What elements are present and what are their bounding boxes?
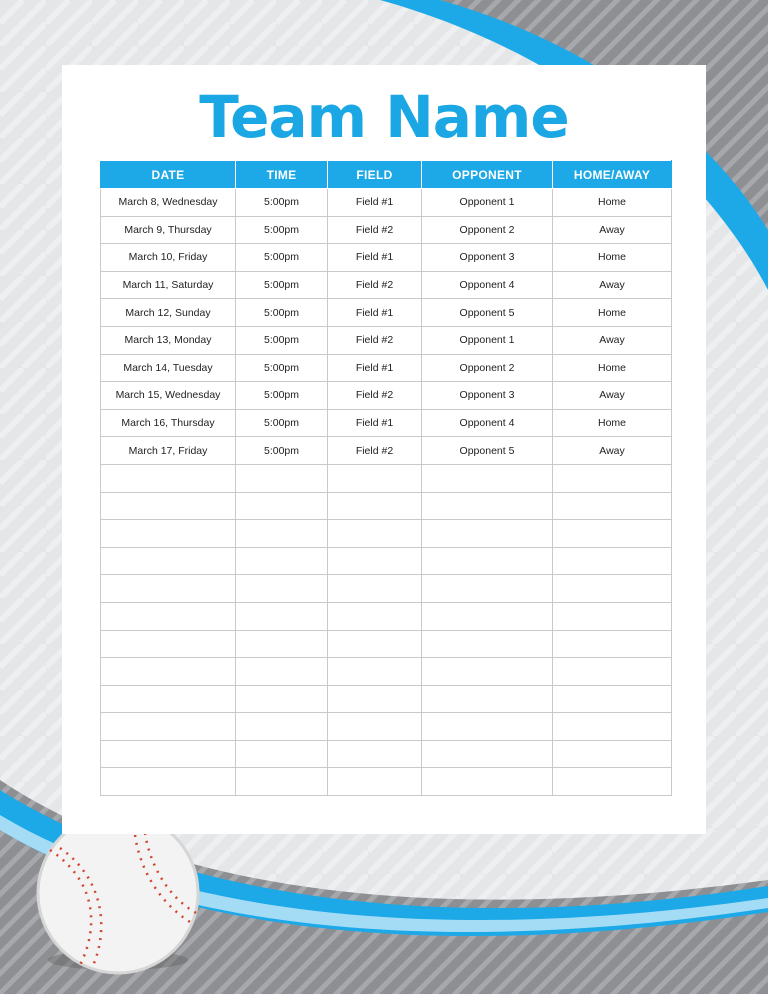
cell-home-away: Away [553, 382, 672, 410]
cell-date: March 9, Thursday [101, 216, 236, 244]
cell-opponent [422, 464, 553, 492]
cell-opponent: Opponent 4 [422, 271, 553, 299]
cell-field: Field #2 [328, 382, 422, 410]
cell-opponent: Opponent 1 [422, 189, 553, 217]
cell-time [236, 547, 328, 575]
cell-field [328, 685, 422, 713]
cell-time [236, 740, 328, 768]
cell-time [236, 520, 328, 548]
table-row [101, 244, 672, 272]
cell-field [328, 602, 422, 630]
cell-opponent [422, 575, 553, 603]
cell-time: 5:00pm [236, 382, 328, 410]
cell-home-away: Home [553, 354, 672, 382]
table-row [101, 437, 672, 465]
header-home-away: HOME/AWAY [553, 161, 672, 189]
table-row [101, 382, 672, 410]
cell-home-away [553, 520, 672, 548]
cell-opponent: Opponent 4 [422, 409, 553, 437]
cell-field [328, 740, 422, 768]
cell-time: 5:00pm [236, 299, 328, 327]
baseball-icon [38, 813, 198, 973]
cell-field: Field #2 [328, 216, 422, 244]
cell-field: Field #2 [328, 437, 422, 465]
table-row [101, 271, 672, 299]
cell-opponent [422, 768, 553, 796]
cell-opponent: Opponent 1 [422, 326, 553, 354]
cell-date [101, 768, 236, 796]
cell-home-away [553, 685, 672, 713]
cell-opponent: Opponent 2 [422, 354, 553, 382]
empty-table-row [101, 520, 672, 548]
cell-home-away [553, 492, 672, 520]
cell-opponent [422, 520, 553, 548]
cell-home-away [553, 740, 672, 768]
cell-date [101, 685, 236, 713]
cell-time [236, 630, 328, 658]
cell-opponent [422, 547, 553, 575]
empty-table-row [101, 685, 672, 713]
cell-home-away: Away [553, 326, 672, 354]
header-opponent: OPPONENT [422, 161, 553, 189]
cell-time [236, 575, 328, 603]
cell-date [101, 713, 236, 741]
cell-time [236, 658, 328, 686]
cell-field [328, 575, 422, 603]
cell-home-away [553, 464, 672, 492]
header-date: DATE [101, 161, 236, 189]
cell-date: March 13, Monday [101, 326, 236, 354]
cell-date [101, 658, 236, 686]
table-row [101, 299, 672, 327]
cell-date [101, 520, 236, 548]
empty-table-row [101, 740, 672, 768]
empty-table-row [101, 602, 672, 630]
cell-date [101, 602, 236, 630]
table-row [101, 189, 672, 217]
cell-home-away: Home [553, 189, 672, 217]
cell-home-away: Home [553, 299, 672, 327]
cell-time [236, 464, 328, 492]
cell-field [328, 492, 422, 520]
cell-home-away [553, 713, 672, 741]
empty-table-row [101, 658, 672, 686]
cell-field: Field #1 [328, 244, 422, 272]
cell-time: 5:00pm [236, 271, 328, 299]
cell-opponent [422, 740, 553, 768]
cell-date: March 11, Saturday [101, 271, 236, 299]
empty-table-row [101, 464, 672, 492]
table-body [101, 189, 672, 796]
cell-opponent: Opponent 5 [422, 437, 553, 465]
cell-date [101, 547, 236, 575]
cell-opponent: Opponent 2 [422, 216, 553, 244]
empty-table-row [101, 713, 672, 741]
cell-date: March 14, Tuesday [101, 354, 236, 382]
cell-date [101, 492, 236, 520]
cell-time: 5:00pm [236, 326, 328, 354]
empty-table-row [101, 547, 672, 575]
empty-table-row [101, 575, 672, 603]
cell-field: Field #1 [328, 354, 422, 382]
cell-field [328, 658, 422, 686]
cell-date: March 10, Friday [101, 244, 236, 272]
cell-time [236, 602, 328, 630]
cell-date [101, 464, 236, 492]
empty-table-row [101, 768, 672, 796]
cell-time: 5:00pm [236, 437, 328, 465]
cell-date [101, 630, 236, 658]
table-header-row [101, 161, 672, 189]
cell-time: 5:00pm [236, 354, 328, 382]
cell-opponent [422, 685, 553, 713]
cell-time: 5:00pm [236, 216, 328, 244]
cell-time [236, 492, 328, 520]
header-time: TIME [236, 161, 328, 189]
cell-date: March 8, Wednesday [101, 189, 236, 217]
cell-date [101, 575, 236, 603]
cell-date: March 16, Thursday [101, 409, 236, 437]
cell-time: 5:00pm [236, 244, 328, 272]
cell-field: Field #1 [328, 189, 422, 217]
cell-field [328, 547, 422, 575]
cell-opponent [422, 602, 553, 630]
cell-time: 5:00pm [236, 189, 328, 217]
cell-home-away [553, 602, 672, 630]
cell-home-away [553, 547, 672, 575]
cell-field: Field #2 [328, 326, 422, 354]
cell-date: March 15, Wednesday [101, 382, 236, 410]
table-row [101, 409, 672, 437]
cell-field: Field #1 [328, 409, 422, 437]
cell-home-away: Away [553, 437, 672, 465]
cell-field [328, 713, 422, 741]
cell-home-away: Home [553, 244, 672, 272]
cell-date: March 17, Friday [101, 437, 236, 465]
cell-opponent: Opponent 3 [422, 382, 553, 410]
cell-home-away: Away [553, 216, 672, 244]
header-field: FIELD [328, 161, 422, 189]
cell-opponent [422, 630, 553, 658]
table-row [101, 326, 672, 354]
empty-table-row [101, 630, 672, 658]
cell-field [328, 630, 422, 658]
cell-opponent: Opponent 5 [422, 299, 553, 327]
cell-time [236, 685, 328, 713]
cell-home-away [553, 630, 672, 658]
cell-field [328, 768, 422, 796]
cell-home-away [553, 575, 672, 603]
cell-time: 5:00pm [236, 409, 328, 437]
cell-home-away [553, 768, 672, 796]
cell-time [236, 713, 328, 741]
cell-opponent [422, 713, 553, 741]
cell-home-away: Home [553, 409, 672, 437]
cell-field: Field #1 [328, 299, 422, 327]
cell-date [101, 740, 236, 768]
cell-field [328, 464, 422, 492]
page-title: Team Name [199, 83, 569, 151]
cell-opponent [422, 658, 553, 686]
cell-opponent [422, 492, 553, 520]
cell-home-away [553, 658, 672, 686]
cell-opponent: Opponent 3 [422, 244, 553, 272]
table-row [101, 216, 672, 244]
schedule-table [100, 160, 672, 796]
empty-table-row [101, 492, 672, 520]
table-row [101, 354, 672, 382]
cell-home-away: Away [553, 271, 672, 299]
cell-field: Field #2 [328, 271, 422, 299]
cell-field [328, 520, 422, 548]
cell-time [236, 768, 328, 796]
cell-date: March 12, Sunday [101, 299, 236, 327]
